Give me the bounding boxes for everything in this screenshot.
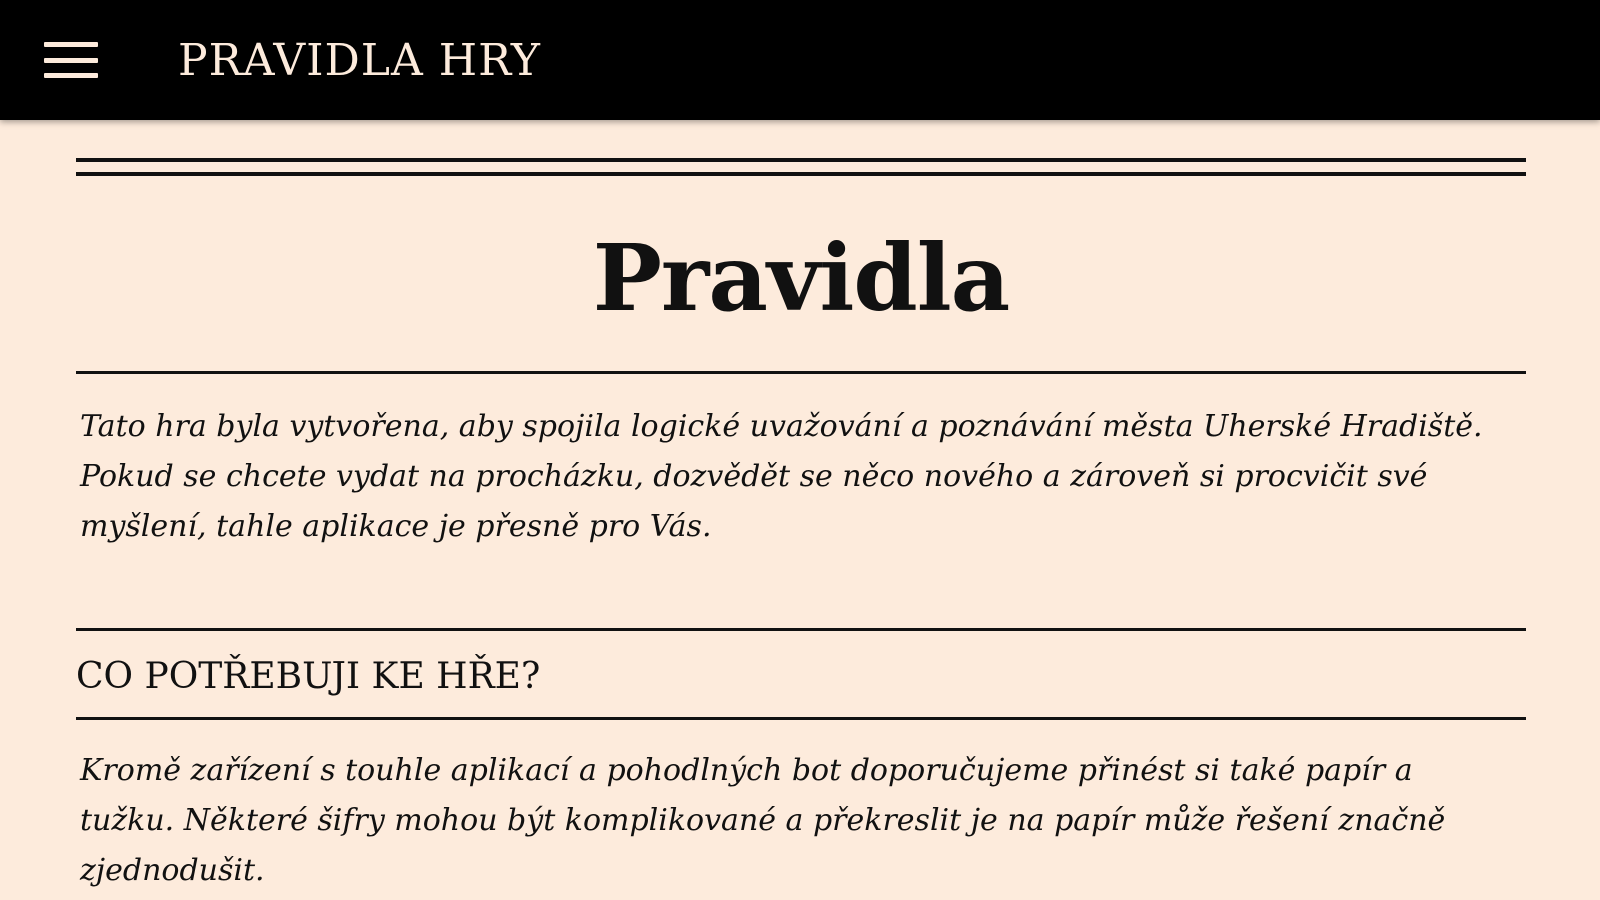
section-paragraph: Kromě zařízení s touhle aplikací a pohodlných bot doporučujeme přinést si také papír a tužku. Některé šifry mohou být komplikované a překreslit je na papír může řešení značně zjednodušit. — [80, 753, 1446, 889]
page-title: Pravidla — [592, 224, 1010, 332]
divider — [76, 371, 1526, 374]
menu-line — [44, 73, 98, 78]
divider — [76, 717, 1526, 720]
rules-content — [76, 120, 1526, 896]
app-title: PRAVIDLA HRY — [178, 34, 541, 86]
menu-line — [44, 58, 98, 63]
intro-paragraph: Tato hra byla vytvořena, aby spojila logické uvažování a poznávání města Uherské Hradiště. Pokud se chcete vydat na procházku, dozvědět se něco nového a zároveň si procvičit své myšlení, tahle aplikace je přesně pro Vás. — [80, 409, 1483, 545]
menu-line — [44, 42, 98, 47]
hamburger-menu-icon[interactable] — [44, 40, 98, 80]
divider — [76, 628, 1526, 631]
app-bar — [0, 0, 1600, 120]
section-heading: CO POTŘEBUJI KE HŘE? — [76, 656, 541, 698]
double-divider — [76, 158, 1526, 176]
